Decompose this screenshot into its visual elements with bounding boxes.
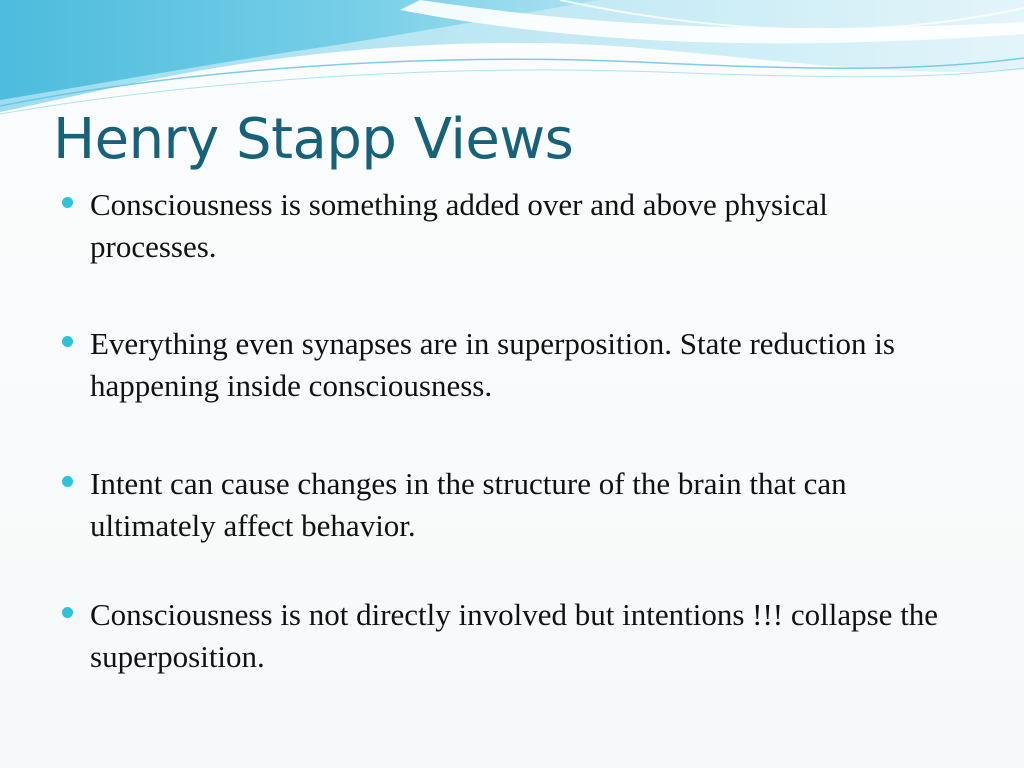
bullet-dot-icon: [62, 607, 73, 618]
bullet-text: Intent can cause changes in the structure of the brain that can ultimately affect behavior.: [90, 466, 847, 543]
bullet-dot-icon: [62, 197, 73, 208]
bullet-text: Everything even synapses are in superposition. State reduction is happening inside consciousness.: [90, 326, 895, 403]
bullet-dot-icon: [62, 336, 73, 347]
bullet-dot-icon: [62, 476, 73, 487]
bullet-text: Consciousness is something added over and above physical processes.: [90, 187, 828, 264]
bullet-text: Consciousness is not directly involved but intentions !!! collapse the superposition.: [90, 597, 939, 674]
slide-title: Henry Stapp Views: [53, 107, 574, 172]
